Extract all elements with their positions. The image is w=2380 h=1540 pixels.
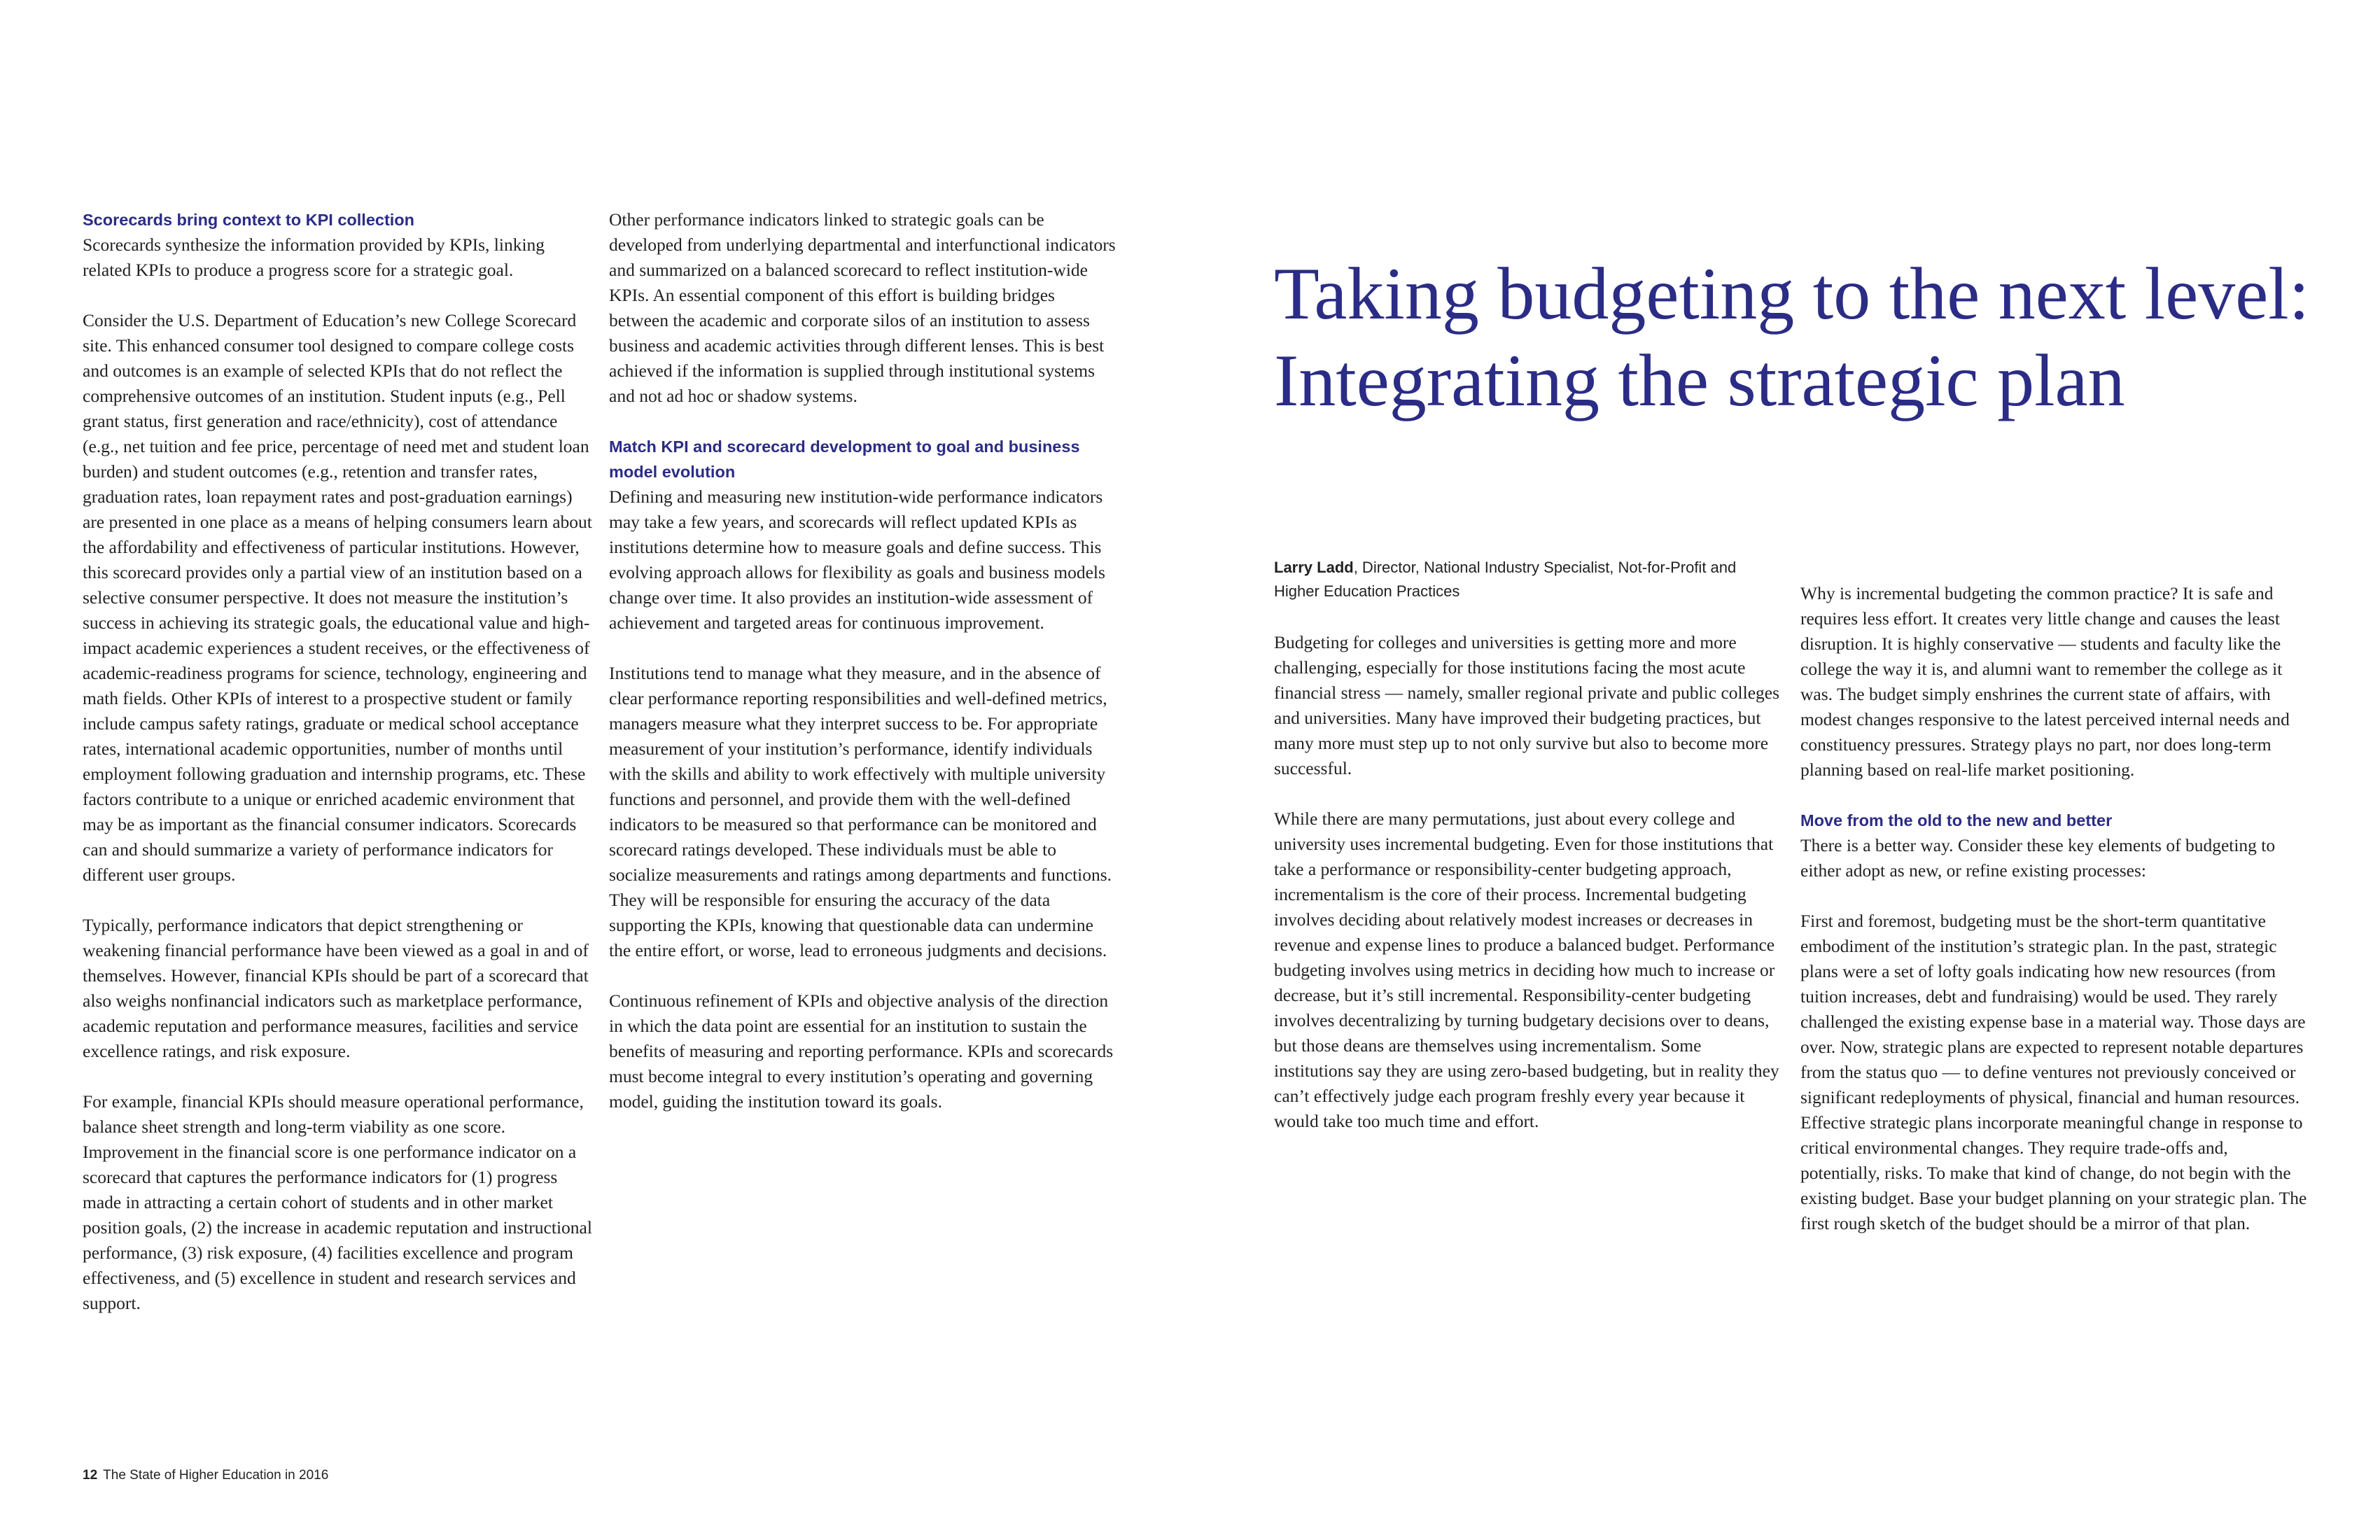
paragraph: Why is incremental budgeting the common practice? It is safe and requires less effort. It creates very little change and causes the least disruption. It is highly conservative — students and faculty like the college the way it is, and alumni want to remember the college as it was. The budget simply enshrines the current state of affairs, with modest changes responsive to the latest perceived internal needs and constituency pressures. Strategy plays no part, nor does long-term planning based on real-life market positioning. xyxy=(1800,583,2290,780)
column-4 xyxy=(1800,581,2310,1261)
publication-name: The State of Higher Education in 2016 xyxy=(103,1468,329,1483)
author-name: Larry Ladd xyxy=(1274,559,1354,576)
column-3 xyxy=(1274,630,1784,1159)
paragraph: Continuous refinement of KPIs and objective analysis of the direction in which the data point are essential for an institution to sustain the benefits of measuring and reporting performance. KPIs and scorecards must become integral to every institution’s operating and governing model, guiding the institution toward its goals. xyxy=(609,990,1114,1112)
paragraph: Scorecards synthesize the information provided by KPIs, linking related KPIs to produce a progress score for a strategic goal. xyxy=(83,234,545,280)
column-2 xyxy=(609,207,1119,1140)
article-title: Taking budgeting to the next level: Integrating the strategic plan xyxy=(1274,253,2310,421)
section-heading-match-kpi: Match KPI and scorecard development to goal and business model evolution xyxy=(609,438,1080,481)
paragraph: First and foremost, budgeting must be the short-term quantitative embodiment of the institution’s strategic plan. In the past, strategic plans were a set of lofty goals indicating how new resources (from tuition increases, debt and fundraising) would be used. They rarely challenged the existing expense base in a material way. Those days are over. Now, strategic plans are expected to represent notable departures from the status quo — to define ventures not previously conceived or significant redeployments of physical, financial and human resources. Effective strategic plans incorporate meaningful change in response to critical environmental changes. They require trade-offs and, potentially, risks. To make that kind of change, do not begin with the existing budget. Base your budget planning on your strategic plan. The first rough sketch of the budget should be a mirror of that plan. xyxy=(1800,911,2307,1233)
paragraph: While there are many permutations, just about every college and university uses incremental budgeting. Even for those institutions that take a performance or responsibility-center budgeting approach, incrementalism is the core of their process. Incremental budgeting involves deciding about relatively modest increases or decreases in revenue and expense lines to produce a balanced budget. Performance budgeting involves using metrics in deciding how much to increase or decrease, but it’s still incremental. Responsibility-center budgeting involves decentralizing by turning budgetary decisions over to deans, but those deans are themselves using incrementalism. Some institutions say they are using zero-based budgeting, but in reality they can’t effectively judge each program freshly every year because it would take too much time and effort. xyxy=(1274,808,1779,1131)
paragraph: Defining and measuring new institution-wide performance indicators may take a few years, and scorecards will reflect updated KPIs as institutions determine how to measure goals and define success. This evolving approach allows for flexibility as goals and business models change over time. It also provides an institution-wide assessment of achievement and targeted areas for continuous improvement. xyxy=(609,486,1105,633)
paragraph: Institutions tend to manage what they measure, and in the absence of clear performance reporting responsibilities and well-defined metrics, managers measure what they interpret success to be. For appropriate measurement of your institution’s performance, identify individuals with the skills and ability to work effectively with multiple university functions and personnel, and provide them with the well-defined indicators to be measured so that performance can be monitored and scorecard ratings developed. These individuals must be able to socialize measurements and ratings among departments and functions. They will be responsible for ensuring the accuracy of the data supporting the KPIs, knowing that questionable data can undermine the entire effort, or worse, lead to erroneous judgments and decisions. xyxy=(609,663,1112,960)
column-1 xyxy=(83,207,592,1341)
section-heading-move-from-old: Move from the old to the new and better xyxy=(1800,811,2113,830)
paragraph: Typically, performance indicators that depict strengthening or weakening financial performance have been viewed as a goal in and of themselves. However, financial KPIs should be part of a scorecard that also weighs nonfinancial indicators such as marketplace performance, academic reputation and performance measures, facilities and service excellence ratings, and risk exposure. xyxy=(83,915,589,1061)
paragraph: Budgeting for colleges and universities is getting more and more challenging, especially for those institutions facing the most acute financial stress — namely, smaller regional private and public colleges and universities. Many have improved their budgeting practices, but many more must step up to not only survive but also to become more successful. xyxy=(1274,632,1780,778)
page-number: 12 xyxy=(83,1468,98,1483)
section-heading-scorecards: Scorecards bring context to KPI collection xyxy=(83,211,415,229)
paragraph: Consider the U.S. Department of Education’s new College Scorecard site. This enhanced consumer tool designed to compare college costs and outcomes is an example of selected KPIs that do not reflect the comprehensive outcomes of an institution. Student inputs (e.g., Pell grant status, first generation and race/ethnicity), cost of attendance (e.g., net tuition and fee price, percentage of need met and student loan burden) and student outcomes (e.g., retention and transfer rates, graduation rates, loan repayment rates and post-graduation earnings) are presented in one place as a means of helping consumers learn about the affordability and effectiveness of particular institutions. However, this scorecard provides only a partial view of an institution based on a selective consumer perspective. It does not measure the institution’s success in achieving its strategic goals, the educational value and high-impact academic experiences a student receives, or the effectiveness of academic-readiness programs for science, technology, engineering and math fields. Other KPIs of interest to a prospective student or family include campus safety ratings, graduate or medical school acceptance rates, international academic opportunities, number of months until employment following graduation and internship programs, etc. These factors contribute to a unique or enriched academic environment that may be as important as the financial consumer indicators. Scorecards can and should summarize a variety of performance indicators for different user groups. xyxy=(83,310,592,885)
paragraph: There is a better way. Consider these key elements of budgeting to either adopt as new, or refine existing processes: xyxy=(1800,835,2276,881)
paragraph: Other performance indicators linked to strategic goals can be developed from underlying departmental and interfunctional indicators and summarized on a balanced scorecard to reflect institution-wide KPIs. An essential component of this effort is building bridges between the academic and corporate silos of an institution to assess business and academic activities through different lenses. This is best achieved if the information is supplied through institutional systems and not ad hoc or shadow systems. xyxy=(609,209,1116,406)
paragraph: For example, financial KPIs should measure operational performance, balance sheet strength and long-term viability as one score. Improvement in the financial score is one performance indicator on a scorecard that captures the performance indicators for (1) progress made in attracting a certain cohort of students and in other market position goals, (2) the increase in academic reputation and instructional performance, (3) risk exposure, (4) facilities excellence and program effectiveness, and (5) excellence in student and research services and support. xyxy=(83,1091,592,1313)
author-byline xyxy=(1274,556,1778,603)
author-title: , Director, National Industry Specialist, Not-for-Profit and Higher Education Practices xyxy=(1274,559,1737,600)
page-footer xyxy=(83,1468,328,1483)
